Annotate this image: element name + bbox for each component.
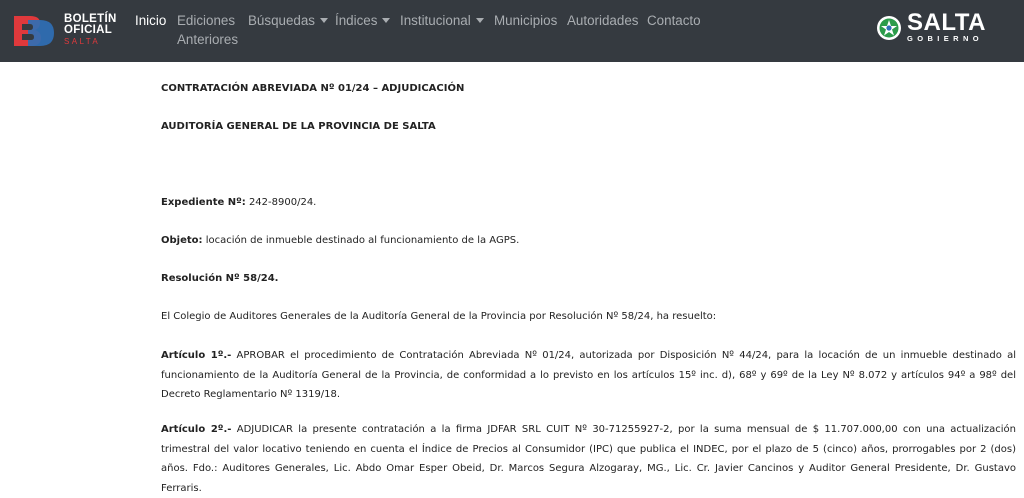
resolucion-line	[161, 273, 278, 284]
salta-gobierno-logo[interactable]	[876, 9, 986, 43]
articulo-1-text: APROBAR el procedimiento de Contratación Abreviada Nº 01/24, autorizada por Disposición Nº 44/24, para la locación de un inmueble destinado al funcionamiento de la Auditoría General de la Provincia, de conformidad a lo previsto en los artículos 15º inc. d), 68º y 69º de la Ley Nº 8.072 y artículos 94º a 98º del Decreto Reglamentario Nº 1319/18.	[161, 350, 1016, 400]
nav-busquedas-label: Búsquedas	[248, 13, 316, 28]
expediente-label: Expediente Nº:	[161, 197, 246, 208]
salta-emblem-icon	[876, 15, 902, 41]
chevron-down-icon	[476, 18, 484, 23]
intro-text: El Colegio de Auditores Generales de la Auditoría General de la Provincia por Resolución Nº 58/24, ha resuelto:	[161, 311, 717, 322]
nav-ediciones-label: Ediciones	[177, 13, 236, 28]
articulo-2-text: ADJUDICAR la presente contratación a la firma JDFAR SRL CUIT Nº 30-71255927-2, por la suma mensual de $ 11.707.000,00 con una actualización trimestral del valor locativo teniendo en cuenta el Índice de Precios al Consumidor (IPC) que publica el INDEC, por el plazo de 5 (cinco) años, prorrogables por 2 (dos) años. Fdo.: Auditores Generales, Lic. Abdo Omar Esper Obeid, Dr. Marcos Segura Alzogaray, MG., Lic. Cr. Javier Cancinos y Auditor General Presidente, Dr. Gustavo Ferraris.	[161, 424, 1016, 494]
nav-autoridades[interactable]	[567, 11, 638, 30]
articulo-2-paragraph	[161, 420, 1016, 498]
nav-indices[interactable]	[335, 11, 390, 30]
nav-busquedas[interactable]	[248, 11, 328, 30]
nav-autoridades-label: Autoridades	[567, 13, 639, 28]
nav-inicio-label: Inicio	[135, 13, 167, 28]
resolucion-text: Resolución Nº 58/24.	[161, 273, 279, 284]
nav-contacto[interactable]	[647, 11, 701, 30]
nav-municipios[interactable]	[494, 11, 557, 30]
document-entity	[161, 121, 436, 132]
nav-anteriores-label: Anteriores	[177, 32, 239, 47]
chevron-down-icon	[382, 18, 390, 23]
expediente-line	[161, 197, 316, 208]
nav-institucional-label: Institucional	[400, 13, 471, 28]
nav-indices-label: Índices	[335, 13, 378, 28]
brand-line-1: BOLETÍN	[64, 12, 117, 25]
intro-paragraph	[161, 311, 716, 322]
objeto-value: locación de inmueble destinado al funcionamiento de la AGPS.	[202, 235, 520, 246]
nav-contacto-label: Contacto	[647, 13, 701, 28]
chevron-down-icon	[320, 18, 328, 23]
salta-sub: GOBIERNO	[907, 34, 984, 43]
nav-inicio[interactable]	[135, 11, 166, 30]
brand-line-2: OFICIAL	[64, 23, 113, 36]
boletin-oficial-logo[interactable]	[10, 10, 117, 50]
articulo-2-label: Artículo 2º.-	[161, 424, 232, 435]
nav-institucional[interactable]	[400, 11, 484, 30]
expediente-value: 242-8900/24.	[245, 197, 317, 208]
salta-name: SALTA	[907, 9, 986, 36]
articulo-1-label: Artículo 1º.-	[161, 350, 232, 361]
boletin-logo-icon	[10, 10, 58, 50]
brand-line-3: SALTA	[64, 36, 101, 46]
objeto-line	[161, 235, 519, 246]
document-title	[161, 83, 464, 94]
top-navbar	[0, 0, 1024, 62]
objeto-label: Objeto:	[161, 235, 203, 246]
document-entity-text: AUDITORÍA GENERAL DE LA PROVINCIA DE SALTA	[161, 121, 436, 132]
articulo-1-paragraph	[161, 346, 1016, 405]
nav-municipios-label: Municipios	[494, 13, 558, 28]
document-title-text: CONTRATACIÓN ABREVIADA Nº 01/24 – ADJUDICACIÓN	[161, 83, 465, 94]
nav-ediciones-anteriores[interactable]	[177, 11, 238, 49]
